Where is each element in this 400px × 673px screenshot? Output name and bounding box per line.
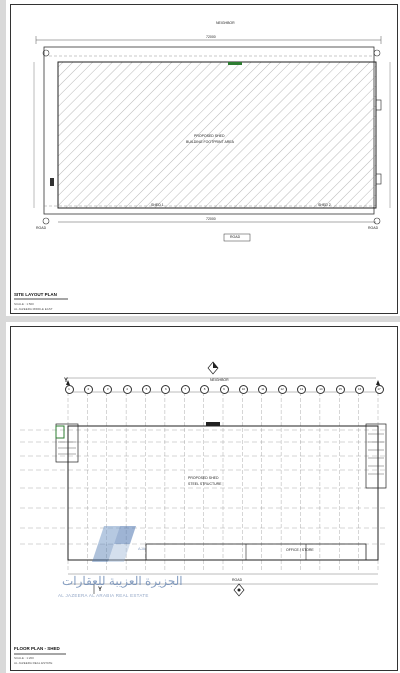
grid-bubble: 6	[161, 385, 170, 394]
sheet-subtitle: AL JAZEERA REAL ESTATE	[14, 661, 53, 665]
sheet-scale: SCALE : 1:200	[14, 656, 34, 660]
floor-plan-sheet	[6, 322, 400, 673]
grid-bubble: 13	[297, 385, 306, 394]
company-logo-icon	[86, 522, 156, 568]
grid-bubble: 11	[258, 385, 267, 394]
grid-bubble: 9	[220, 385, 229, 394]
axis-label-bottom: Y	[98, 587, 103, 593]
grid-bubble: 10	[239, 385, 248, 394]
shed-left-label: SHED 1	[151, 203, 164, 207]
company-name-en: AL JAZEERA AL ARABIA REAL ESTATE	[58, 593, 149, 598]
grid-bubble: 1	[65, 385, 74, 394]
lower-label: OFFICE / STORE	[286, 548, 314, 552]
center-label-1: PROPOSED SHED	[188, 476, 219, 480]
center-label-2: STEEL STRUCTURE	[188, 482, 222, 486]
grid-bubble: 4	[123, 385, 132, 394]
dimension-bottom: 72000	[206, 217, 216, 221]
neighbor-label: NEIGHBOR	[216, 21, 235, 25]
road-marker-right: ROAD	[368, 226, 379, 230]
axis-label-top: Y	[64, 378, 69, 384]
grid-bubble: 8	[200, 385, 209, 394]
building-label: PROPOSED SHED	[194, 134, 225, 138]
sheet-subtitle: AL JAZEERA MIDDLE EAST	[14, 307, 53, 311]
road-marker-left: ROAD	[36, 226, 47, 230]
floor-plan-drawing	[6, 322, 400, 673]
dimension-top: 72000	[206, 35, 216, 39]
shed-right-label: SHED 2	[318, 203, 331, 207]
watermark-logo	[86, 522, 156, 568]
site-plan-drawing	[6, 0, 400, 316]
sheet-title: FLOOR PLAN - SHED	[14, 646, 60, 651]
sheet-scale: SCALE : 1:500	[14, 302, 34, 306]
grid-bubble: 15	[336, 385, 345, 394]
grid-bubble: 12	[278, 385, 287, 394]
svg-text:AJA: AJA	[138, 546, 146, 551]
road-label: ROAD	[232, 578, 243, 582]
grid-bubble: 16	[355, 385, 364, 394]
road-label: ROAD	[230, 235, 241, 239]
grid-bubble: 17	[375, 385, 384, 394]
grid-bubble: 2	[84, 385, 93, 394]
site-layout-sheet	[6, 0, 400, 316]
neighbor-label: NEIGHBOR	[210, 378, 229, 382]
sheet-title: SITE LAYOUT PLAN	[14, 292, 57, 297]
building-sublabel: BUILDING FOOTPRINT AREA	[186, 140, 234, 144]
grid-bubble: 14	[316, 385, 325, 394]
grid-bubble: 3	[103, 385, 112, 394]
grid-bubble: 5	[142, 385, 151, 394]
grid-bubble: 7	[181, 385, 190, 394]
company-name-ar: الجزيرة العزيبة للعقارات	[62, 574, 183, 588]
